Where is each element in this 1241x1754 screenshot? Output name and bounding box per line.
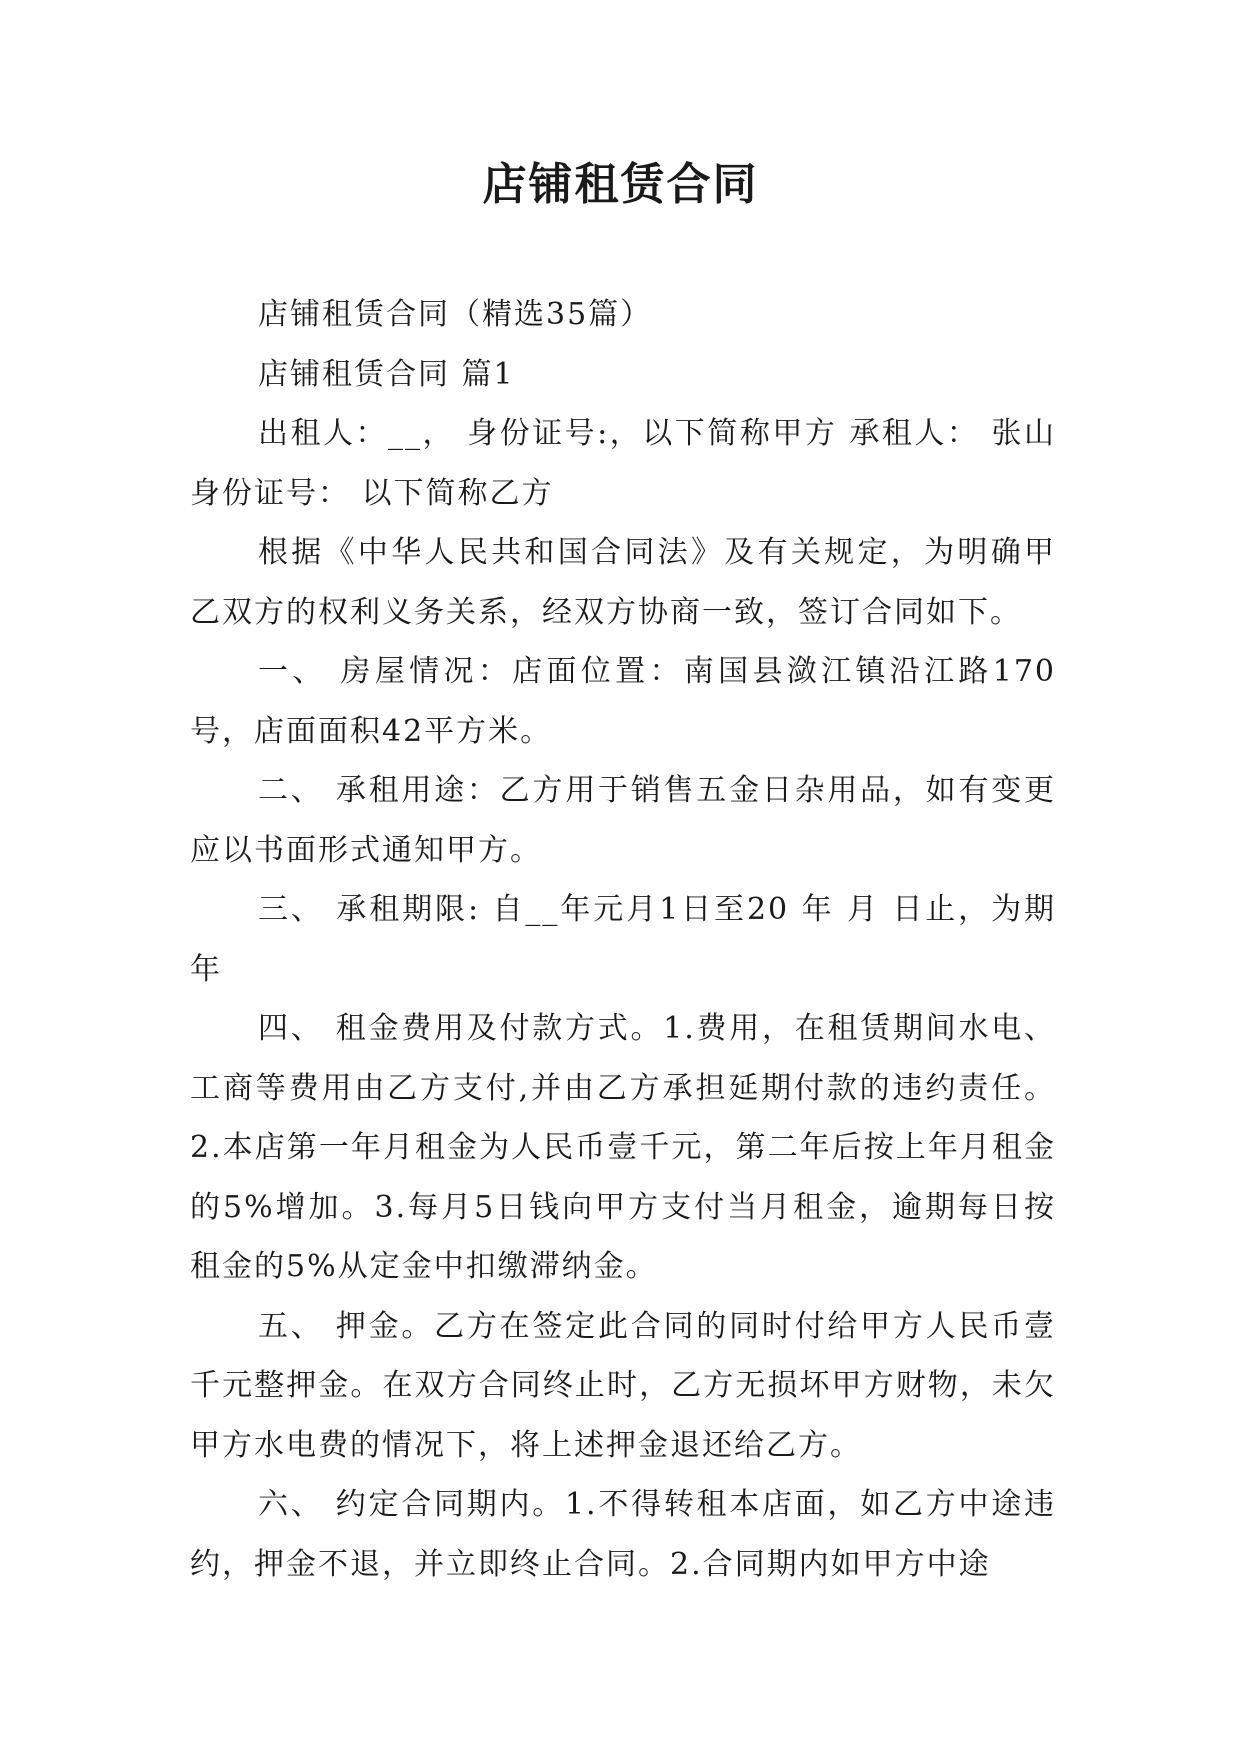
paragraph-parties: 出租人：__， 身份证号:，以下简称甲方 承租人： 张山身份证号： 以下简称乙方 — [190, 416, 1056, 511]
paragraph-section-heading: 店铺租赁合同 篇1 — [258, 356, 515, 392]
paragraph-clause-1: 一、 房屋情况：店面位置：南国县潋江镇沿江路170号，店面面积42平方米。 — [190, 654, 1056, 749]
paragraph-clause-2: 二、 承租用途：乙方用于销售五金日杂用品，如有变更应以书面形式通知甲方。 — [190, 773, 1056, 868]
paragraph-clause-6: 六、 约定合同期内。1.不得转租本店面，如乙方中途违约，押金不退，并立即终止合同。2.合同期内如甲方中途 — [190, 1487, 1056, 1582]
paragraph-clause-5: 五、 押金。乙方在签定此合同的同时付给甲方人民币壹千元整押金。在双方合同终止时，乙方无损坏甲方财物，未欠甲方水电费的情况下，将上述押金退还给乙方。 — [190, 1308, 1056, 1463]
paragraph-preamble: 根据《中华人民共和国合同法》及有关规定，为明确甲乙双方的权利义务关系，经双方协商一致，签订合同如下。 — [190, 535, 1056, 630]
paragraph-clause-4: 四、 租金费用及付款方式。1.费用，在租赁期间水电、工商等费用由乙方支付,并由乙方承担延期付款的违约责任。2.本店第一年月租金为人民币壹千元，第二年后按上年月租金的5%增加。3.每月5日钱向甲方支付当月租金，逾期每日按租金的5%从定金中扣缴滞纳金。 — [190, 1011, 1056, 1284]
document-body — [190, 285, 1056, 1594]
document-title: 店铺租赁合同 — [482, 159, 759, 210]
paragraph-subtitle: 店铺租赁合同（精选35篇） — [258, 297, 653, 332]
paragraph-clause-3: 三、 承租期限: 自__年元月1日至20 年 月 日止，为期年 — [190, 892, 1056, 987]
